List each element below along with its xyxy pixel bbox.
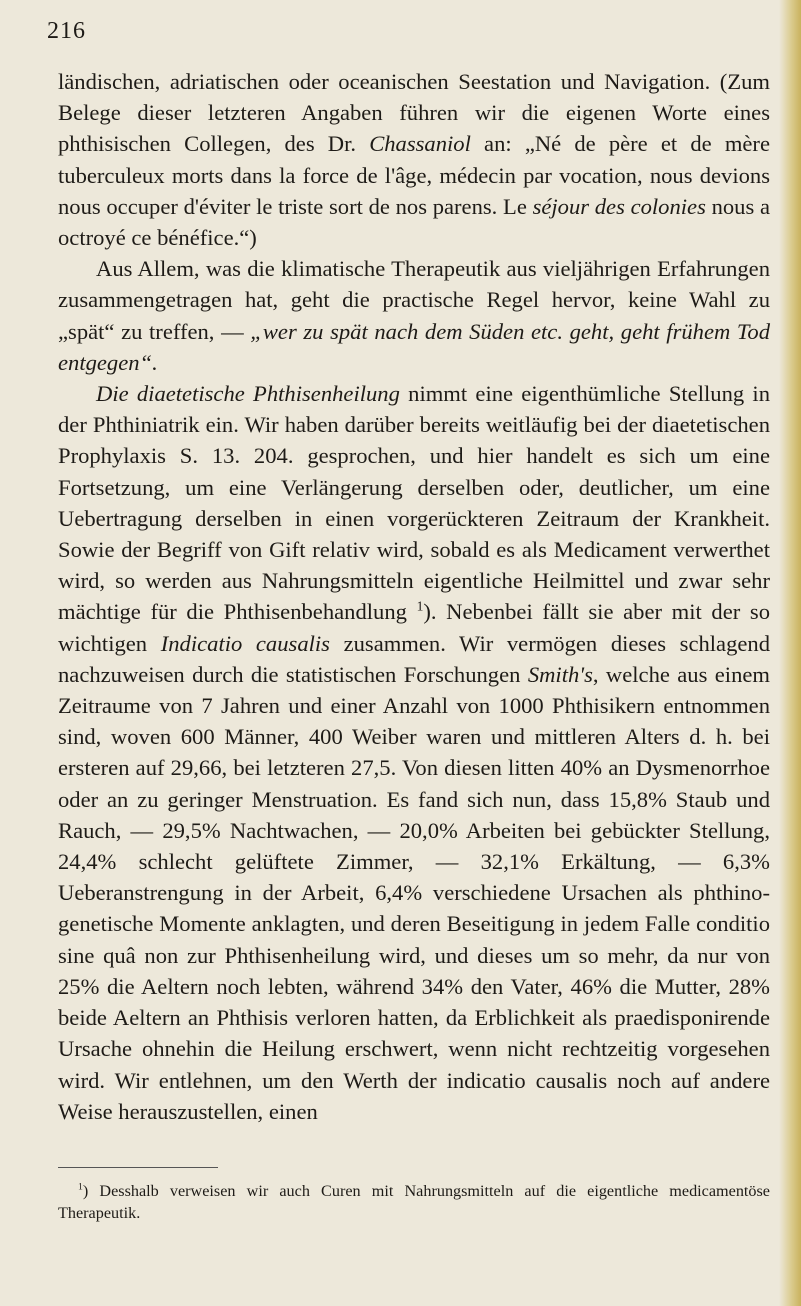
- text-run: , welche aus einem Zeitraume von 7 Jahren und einer Anzahl von 1000 Phthisikern entnommen sind, woven 600 Männer, 400 Weiber waren und mittleren Alters d. h. bei ersteren auf 29,66, bei letzteren 27,5. Von diesen litten 40% an Dysmenorrhoe oder an zu geringer Menstruation. Es fand sich nun, dass 15,8% Staub und Rauch, — 29,5% Nachtwachen, — 20,0% Arbeiten bei gebückter Stellung, 24,4% schlecht gelüftete Zimmer, — 32,1% Erkältung, — 6,3% Ueberanstrengung in der Arbeit, 6,4% verschiedene Ursachen als phthino-genetische Momente anklagten, und deren Beseitigung in jedem Falle conditio sine quâ non zur Phthisenheilung wird, und dieses um so mehr, da nur von 25% die Aeltern noch lebten, während 34% den Vater, 46% die Mutter, 28% beide Aeltern an Phthisis verloren hatten, da Erblichkeit als praedisponirende Ursache ohnehin die Heilung erschwert, wenn nicht rechtzeitig vorgesehen wird. Wir entlehnen, um den Werth der indicatio causalis noch auf andere Weise herauszustellen, einen: [58, 661, 770, 1124]
- italic-text: Smith's: [527, 661, 593, 687]
- footnote-marker: 1: [416, 598, 424, 614]
- body-text: [58, 66, 770, 1127]
- footnote-marker: 1: [78, 1181, 83, 1193]
- text-run: an: „Né de père et de mère tuberculeux morts dans la force de l'âge, médecin par vocation, nous devions nous occuper d'éviter le triste sort de nos parens. Le: [58, 131, 770, 219]
- text-run: ländischen, adriatischen oder oceanischen Seestation und Navigation. (Zum Belege dieser letzteren Angaben führen wir die eigenen Worte eines phthisischen Collegen, des Dr.: [58, 69, 770, 157]
- text-run: zusammen. Wir vermögen dieses schlagend nachzuweisen durch die statistischen Forschungen: [58, 630, 771, 687]
- italic-text: Indicatio causalis: [160, 630, 330, 656]
- italic-text: séjour des colonies: [532, 193, 706, 219]
- text-run: nous a octroyé ce bénéfice.“): [58, 193, 770, 251]
- footnote-paragraph: [58, 1180, 770, 1224]
- text-run: ) Desshalb verweisen wir auch Curen mit Nahrungsmitteln auf die eigentliche medicamentöse Therapeutik.: [58, 1182, 770, 1222]
- italic-text: Die diaetetische Phthisenheilung: [96, 381, 400, 407]
- page-edge: [779, 0, 801, 1306]
- footnote-divider: [58, 1167, 218, 1168]
- page-number: 216: [47, 18, 86, 44]
- footnotes: [58, 1180, 770, 1224]
- body-paragraph: [58, 253, 770, 378]
- text-run: Aus Allem, was die klimatische Therapeutik aus vieljährigen Erfahrungen zusammengetragen hat, geht die practische Regel hervor, keine Wahl zu „spät“ zu treffen, —: [58, 256, 770, 344]
- italic-text: Chassaniol: [369, 131, 471, 157]
- text-run: nimmt eine eigenthümliche Stellung in der Phthiniatrik ein. Wir haben darüber bereits weitläufig bei der diaetetischen Prophylaxis S. 13. 204. gesprochen, und hier handelt es sich um eine Fortsetzung, um eine Verlängerung derselben oder, deutlicher, um eine Uebertragung derselben in einen vorgerückteren Zeitraum der Krankheit. Sowie der Begriff von Gift relativ wird, sobald es als Medicament verwerthet wird, so werden aus Nahrungsmitteln eigentliche Heilmittel und zwar sehr mächtige für die Phthisenbehandlung: [58, 381, 770, 625]
- text-run: ). Nebenbei fällt sie aber mit der so wichtigen: [58, 599, 770, 656]
- body-paragraph: [58, 378, 770, 1127]
- body-paragraph: [58, 66, 770, 253]
- italic-text: „wer zu spät nach dem Süden etc. geht, geht frühem Tod entgegen“.: [58, 318, 770, 375]
